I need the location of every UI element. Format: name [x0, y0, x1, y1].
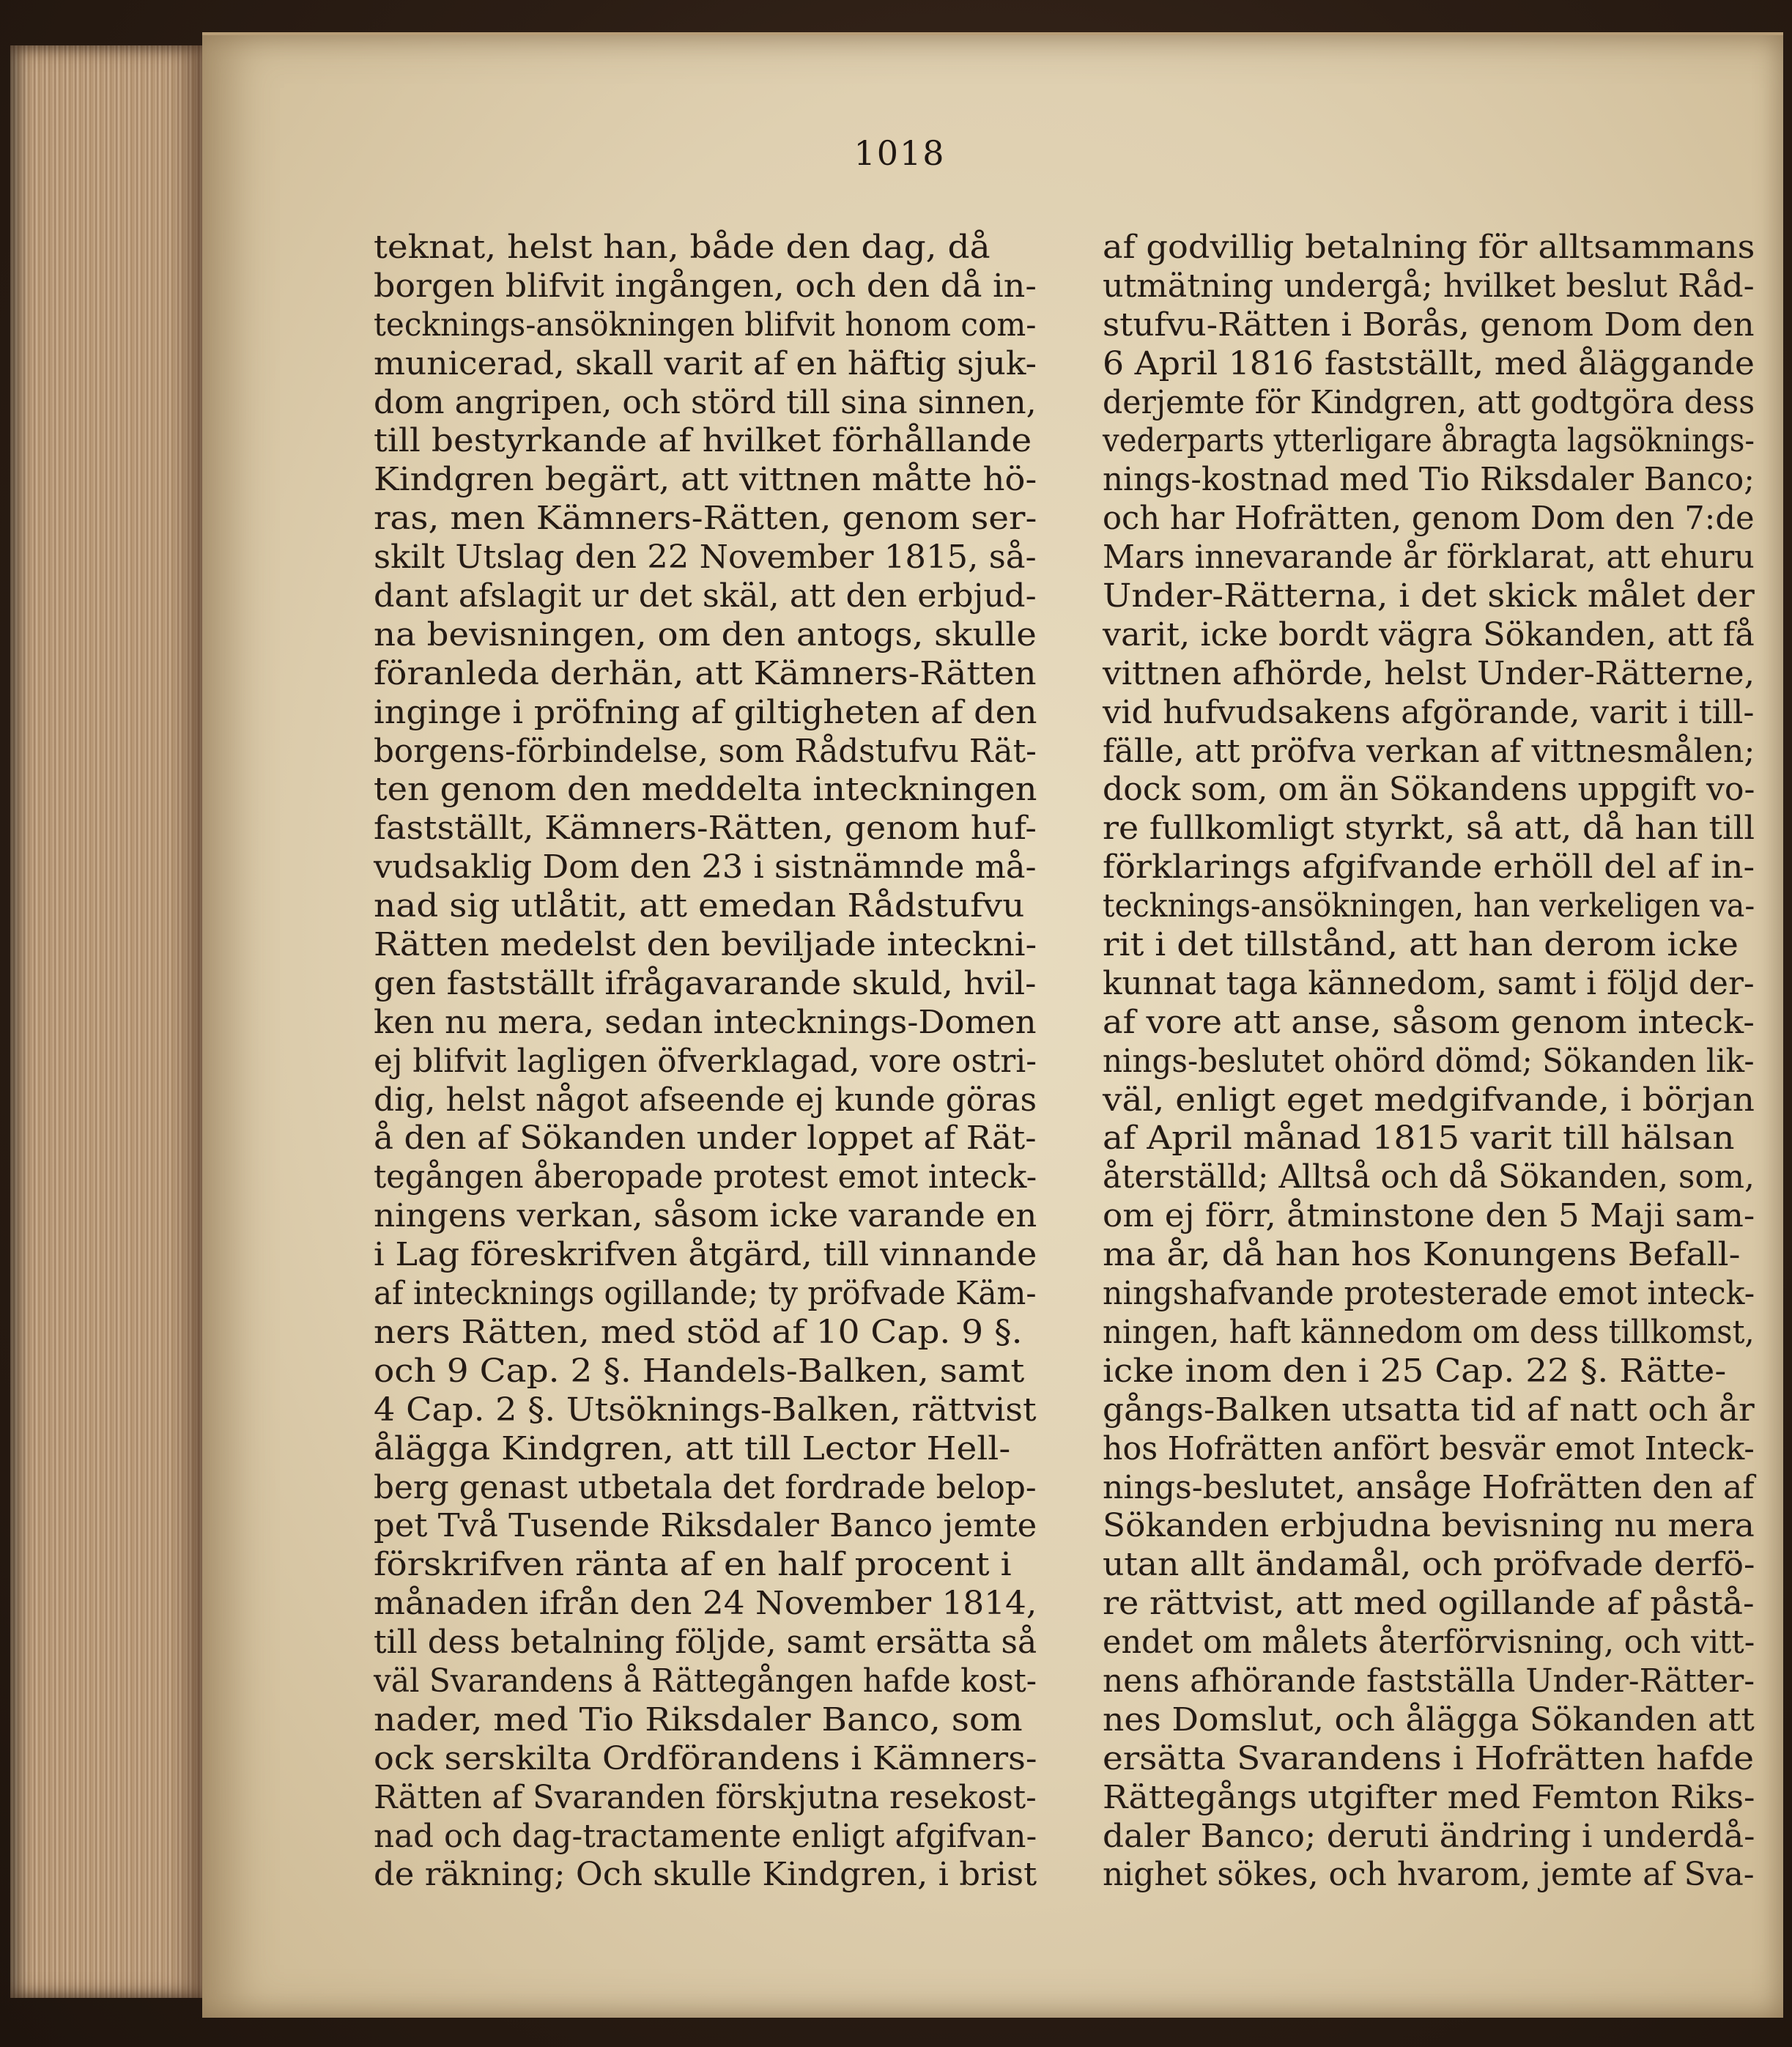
text-line: till dess betalning följde, samt ersätta så	[374, 1624, 1037, 1662]
text-line: nings-kostnad med Tio Riksdaler Banco;	[1103, 462, 1755, 499]
text-line: nens afhörande fastställa Under-Rätter-	[1103, 1662, 1755, 1700]
text-line: nader, med Tio Riksdaler Banco, som	[374, 1701, 1023, 1739]
text-line: om ej förr, åtminstone den 5 Maji sam-	[1103, 1198, 1755, 1235]
text-line: af vore att anse, såsom genom inteck-	[1103, 1004, 1755, 1041]
text-line: nes Domslut, och ålägga Sökanden att	[1103, 1701, 1755, 1739]
text-line: ma år, då han hos Konungens Befall-	[1103, 1237, 1741, 1274]
text-line: rit i det tillstånd, att han derom icke	[1103, 927, 1739, 964]
text-line: af godvillig betalning för alltsammans	[1103, 229, 1755, 266]
text-line: Rättegångs utgifter med Femton Riks-	[1103, 1779, 1755, 1816]
text-line: förklarings afgifvande erhöll del af in-	[1103, 849, 1755, 886]
text-line: nad och dag-tractamente enligt afgifvan-	[374, 1818, 1037, 1855]
text-line: stufvu-Rätten i Borås, genom Dom den	[1103, 306, 1755, 344]
text-line: af intecknings ogillande; ty pröfvade Käm-	[374, 1276, 1037, 1313]
text-line: tecknings-ansökningen blifvit honom com-	[374, 306, 1037, 344]
text-line: daler Banco; deruti ändring i underdå-	[1103, 1818, 1755, 1855]
text-line: utmätning undergå; hvilket beslut Råd-	[1103, 267, 1755, 305]
text-line: derjemte för Kindgren, att godtgöra dess	[1103, 384, 1755, 421]
text-line: re rättvist, att med ogillande af påstå-	[1103, 1585, 1755, 1623]
book-page-edges	[10, 45, 202, 1998]
text-line: Rätten medelst den beviljade inteckni-	[374, 927, 1037, 964]
text-line: månaden ifrån den 24 November 1814,	[374, 1585, 1037, 1623]
text-line: ras, men Kämners-Rätten, genom ser-	[374, 500, 1037, 538]
text-line: Kindgren begärt, att vittnen måtte hö-	[374, 462, 1037, 499]
text-line: dant afslagit ur det skäl, att den erbjud-	[374, 578, 1037, 615]
text-line: utan allt ändamål, och pröfvade derfö-	[1103, 1547, 1755, 1584]
text-line: vudsaklig Dom den 23 i sistnämnde må-	[374, 849, 1037, 886]
text-line: fastställt, Kämners-Rätten, genom huf-	[374, 810, 1037, 848]
text-line: ten genom den meddelta inteckningen	[374, 771, 1037, 809]
text-line: hos Hofrätten anfört besvär emot Inteck-	[1103, 1430, 1755, 1467]
left-text-column	[374, 229, 1037, 1895]
text-line: borgens-förbindelse, som Rådstufvu Rät-	[374, 733, 1037, 770]
text-line: ersätta Svarandens i Hofrätten hafde	[1103, 1740, 1755, 1777]
text-line: ningen, haft kännedom om dess tillkomst,	[1103, 1314, 1755, 1351]
text-line: nings-beslutet ohörd dömd; Sökanden lik-	[1103, 1043, 1755, 1080]
text-line: gen fastställt ifrågavarande skuld, hvil-	[374, 965, 1037, 1002]
text-line: förskrifven ränta af en half procent i	[374, 1547, 1012, 1584]
text-line: Mars innevarande år förklarat, att ehuru	[1103, 539, 1755, 577]
text-line: icke inom den i 25 Cap. 22 §. Rätte-	[1103, 1352, 1727, 1390]
text-line: af April månad 1815 varit till hälsan	[1103, 1120, 1735, 1158]
text-line: nings-beslutet, ansåge Hofrätten den af	[1103, 1469, 1755, 1506]
text-line: väl Svarandens å Rättegången hafde kost-	[374, 1662, 1037, 1700]
text-line: tecknings-ansökningen, han verkeligen va-	[1103, 888, 1755, 925]
text-line: till bestyrkande af hvilket förhållande	[374, 423, 1032, 460]
text-line: teknat, helst han, både den dag, då	[374, 229, 991, 266]
text-line: Rätten af Svaranden förskjutna resekost-	[374, 1779, 1037, 1816]
text-line: 6 April 1816 fastställt, med åläggande	[1103, 345, 1755, 382]
text-line: och 9 Cap. 2 §. Handels-Balken, samt	[374, 1352, 1025, 1390]
text-line: inginge i pröfning af giltigheten af den	[374, 694, 1037, 731]
text-line: na bevisningen, om den antogs, skulle	[374, 616, 1037, 654]
text-line: ock serskilta Ordförandens i Kämners-	[374, 1740, 1037, 1777]
text-line: ken nu mera, sedan intecknings-Domen	[374, 1004, 1037, 1041]
text-line: å den af Sökanden under loppet af Rät-	[374, 1120, 1037, 1158]
text-line: ningens verkan, såsom icke varande en	[374, 1198, 1037, 1235]
text-line: vid hufvudsakens afgörande, varit i till-	[1103, 694, 1755, 731]
text-line: tegången åberopade protest emot inteck-	[374, 1159, 1037, 1196]
text-line: föranleda derhän, att Kämners-Rätten	[374, 655, 1037, 692]
text-line: dig, helst något afseende ej kunde göras	[374, 1081, 1037, 1119]
text-line: borgen blifvit ingången, och den då in-	[374, 267, 1037, 305]
text-line: fälle, att pröfva verkan af vittnesmålen;	[1103, 733, 1755, 770]
text-line: ej blifvit lagligen öfverklagad, vore ostri-	[374, 1043, 1037, 1080]
text-line: kunnat taga kännedom, samt i följd der-	[1103, 965, 1755, 1002]
text-line: dom angripen, och störd till sina sinnen,	[374, 384, 1037, 421]
text-line: i Lag föreskrifven åtgärd, till vinnande	[374, 1237, 1037, 1274]
text-line: väl, enligt eget medgifvande, i början	[1103, 1081, 1755, 1119]
text-line: vittnen afhörde, helst Under-Rätterne,	[1103, 655, 1755, 692]
text-line: berg genast utbetala det fordrade belop-	[374, 1469, 1037, 1506]
text-line: gångs-Balken utsatta tid af natt och år	[1103, 1391, 1755, 1429]
text-line: municerad, skall varit af en häftig sjuk-	[374, 345, 1037, 382]
text-line: endet om målets återförvisning, och vitt-	[1103, 1624, 1755, 1662]
text-line: Under-Rätterna, i det skick målet der	[1103, 578, 1755, 615]
text-line: och har Hofrätten, genom Dom den 7:de	[1103, 500, 1755, 538]
text-line: pet Två Tusende Riksdaler Banco jemte	[374, 1508, 1037, 1545]
text-line: dock som, om än Sökandens uppgift vo-	[1103, 771, 1755, 809]
text-line: ningshafvande protesterade emot inteck-	[1103, 1276, 1755, 1313]
text-line: nad sig utlåtit, att emedan Rådstufvu	[374, 888, 1025, 925]
right-text-column	[1103, 229, 1755, 1895]
text-line: de räkning; Och skulle Kindgren, i brist	[374, 1857, 1037, 1894]
text-line: vederparts ytterligare åbragta lagsöknings-	[1103, 423, 1755, 460]
text-line: återställd; Alltså och då Sökanden, som,	[1103, 1159, 1755, 1196]
text-line: ålägga Kindgren, att till Lector Hell-	[374, 1430, 1011, 1467]
text-line: ners Rätten, med stöd af 10 Cap. 9 §.	[374, 1314, 1023, 1351]
text-line: nighet sökes, och hvarom, jemte af Sva-	[1103, 1857, 1755, 1894]
text-line: varit, icke bordt vägra Sökanden, att få	[1103, 616, 1755, 654]
page-number: 1018	[854, 133, 946, 173]
text-line: 4 Cap. 2 §. Utsöknings-Balken, rättvist	[374, 1391, 1037, 1429]
text-line: Sökanden erbjudna bevisning nu mera	[1103, 1508, 1755, 1545]
text-line: re fullkomligt styrkt, så att, då han till	[1103, 810, 1755, 848]
text-line: skilt Utslag den 22 November 1815, så-	[374, 539, 1037, 577]
